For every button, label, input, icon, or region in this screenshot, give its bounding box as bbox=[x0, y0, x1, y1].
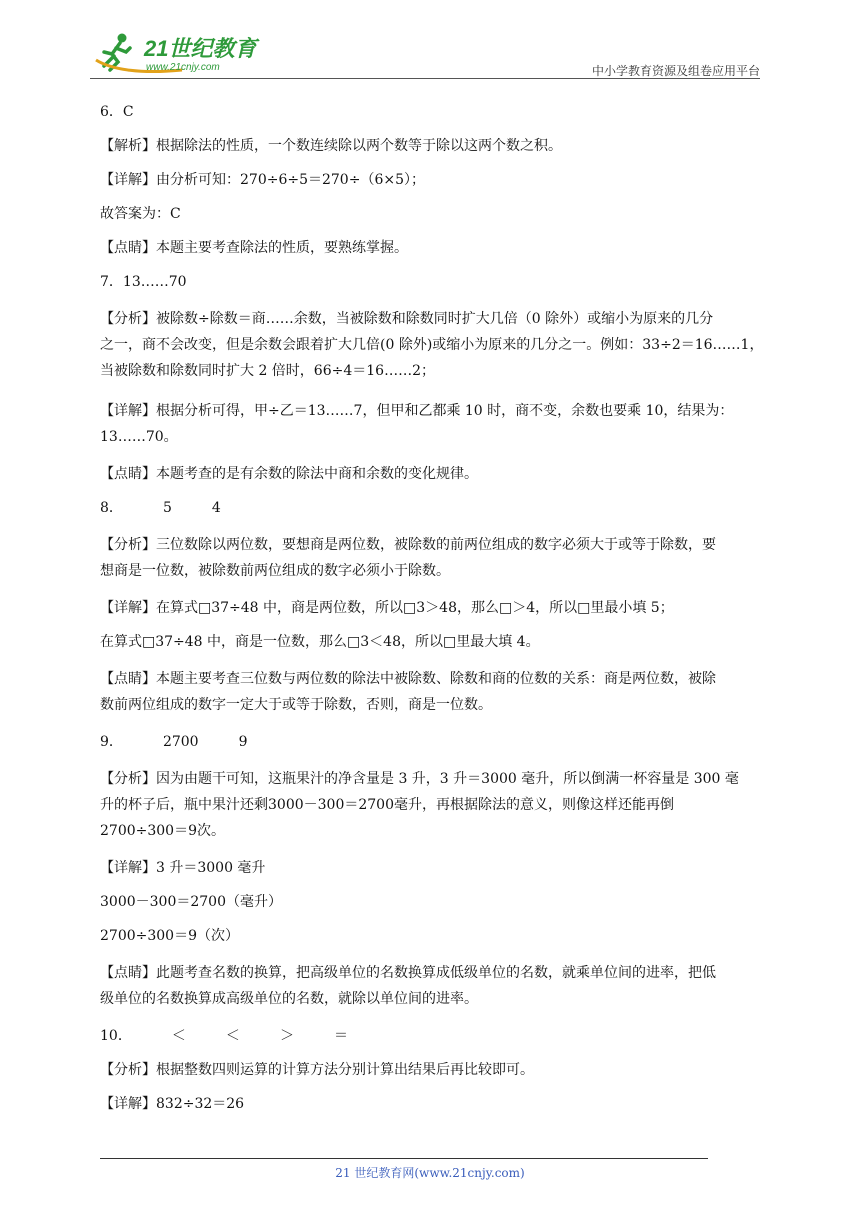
text-line: 【点睛】此题考查名数的换算，把高级单位的名数换算成低级单位的名数，就乘单位间的进率，把低 bbox=[100, 965, 716, 981]
answer-7-number: 7．13……70 bbox=[100, 274, 187, 290]
answer-content bbox=[100, 102, 765, 1128]
answer-6-analysis: 【解析】根据除法的性质，一个数连续除以两个数等于除以这两个数之积。 bbox=[100, 138, 562, 154]
page-header bbox=[90, 30, 760, 80]
text-line: 升的杯子后，瓶中果汁还剩3000－300＝2700毫升，再根据除法的意义，则像这样还能再倒 bbox=[100, 797, 674, 813]
text-line: 当被除数和除数同时扩大 2 倍时，66÷4＝16……2； bbox=[100, 363, 435, 379]
answer-7-detail bbox=[100, 398, 765, 450]
answer-8-comment bbox=[100, 666, 765, 718]
text-line: 级单位的名数换算成高级单位的名数，就除以单位间的进率。 bbox=[100, 991, 478, 1007]
logo-21cnjy bbox=[92, 30, 292, 76]
text-line: 13……70。 bbox=[100, 429, 178, 445]
answer-9-analysis bbox=[100, 766, 765, 844]
page-footer: 21 世纪教育网(www.21cnjy.com) bbox=[335, 1166, 525, 1180]
answer-6-detail: 【详解】由分析可知：270÷6÷5＝270÷（6×5）； bbox=[100, 172, 425, 188]
answer-6-comment: 【点睛】本题主要考查除法的性质，要熟练掌握。 bbox=[100, 240, 408, 256]
answer-6-number: 6．C bbox=[100, 104, 134, 120]
text-line: 【分析】被除数÷除数＝商……余数，当被除数和除数同时扩大几倍（0 除外）或缩小为原来的几分 bbox=[100, 311, 714, 327]
text-line: 【详解】根据分析可得，甲÷乙＝13……7，但甲和乙都乘 10 时，商不变，余数也要乘 10，结果为： bbox=[100, 403, 734, 419]
answer-8-detail-1: 【详解】在算式□37÷48 中，商是两位数，所以□3＞48，那么□＞4，所以□里最小填 5； bbox=[100, 600, 674, 616]
answer-9-comment bbox=[100, 960, 765, 1012]
answer-8-analysis bbox=[100, 532, 765, 584]
answer-6-result: 故答案为：C bbox=[100, 206, 181, 222]
answer-7-analysis bbox=[100, 306, 765, 384]
answer-9-equation-2: 2700÷300＝9（次） bbox=[100, 928, 239, 944]
answer-9-number: 9． 2700 9 bbox=[100, 734, 248, 750]
text-line: 数前两位组成的数字一定大于或等于除数，否则，商是一位数。 bbox=[100, 697, 492, 713]
answer-7-comment: 【点睛】本题考查的是有余数的除法中商和余数的变化规律。 bbox=[100, 466, 478, 482]
text-line: 2700÷300＝9次。 bbox=[100, 823, 225, 839]
text-line: 想商是一位数，被除数前两位组成的数字必须小于除数。 bbox=[100, 563, 450, 579]
platform-title: 中小学教育资源及组卷应用平台 bbox=[591, 64, 760, 78]
answer-9-detail: 【详解】3 升＝3000 毫升 bbox=[100, 860, 266, 876]
answer-8-number: 8． 5 4 bbox=[100, 500, 221, 516]
logo-text: 21世纪教育 bbox=[144, 36, 257, 61]
answer-9-equation-1: 3000－300＝2700（毫升） bbox=[100, 894, 282, 910]
answer-8-detail-2: 在算式□37÷48 中，商是一位数，那么□3＜48，所以□里最大填 4。 bbox=[100, 634, 540, 650]
footer-divider bbox=[100, 1158, 708, 1159]
answer-10-number: 10． ＜ ＜ ＞ ＝ bbox=[100, 1028, 349, 1044]
answer-10-detail: 【详解】832÷32＝26 bbox=[100, 1096, 245, 1112]
header-divider bbox=[90, 78, 760, 79]
logo-url: www.21cnjy.com bbox=[146, 62, 220, 73]
text-line: 之一，商不会改变，但是余数会跟着扩大几倍(0 除外)或缩小为原来的几分之一。例如：33÷2＝16……1， bbox=[100, 337, 764, 353]
answer-10-analysis: 【分析】根据整数四则运算的计算方法分别计算出结果后再比较即可。 bbox=[100, 1062, 534, 1078]
text-line: 【点睛】本题主要考查三位数与两位数的除法中被除数、除数和商的位数的关系：商是两位数，被除 bbox=[100, 671, 716, 687]
text-line: 【分析】三位数除以两位数，要想商是两位数，被除数的前两位组成的数字必须大于或等于除数，要 bbox=[100, 537, 716, 553]
text-line: 【分析】因为由题干可知，这瓶果汁的净含量是 3 升，3 升＝3000 毫升，所以倒满一杯容量是 300 毫 bbox=[100, 771, 739, 787]
